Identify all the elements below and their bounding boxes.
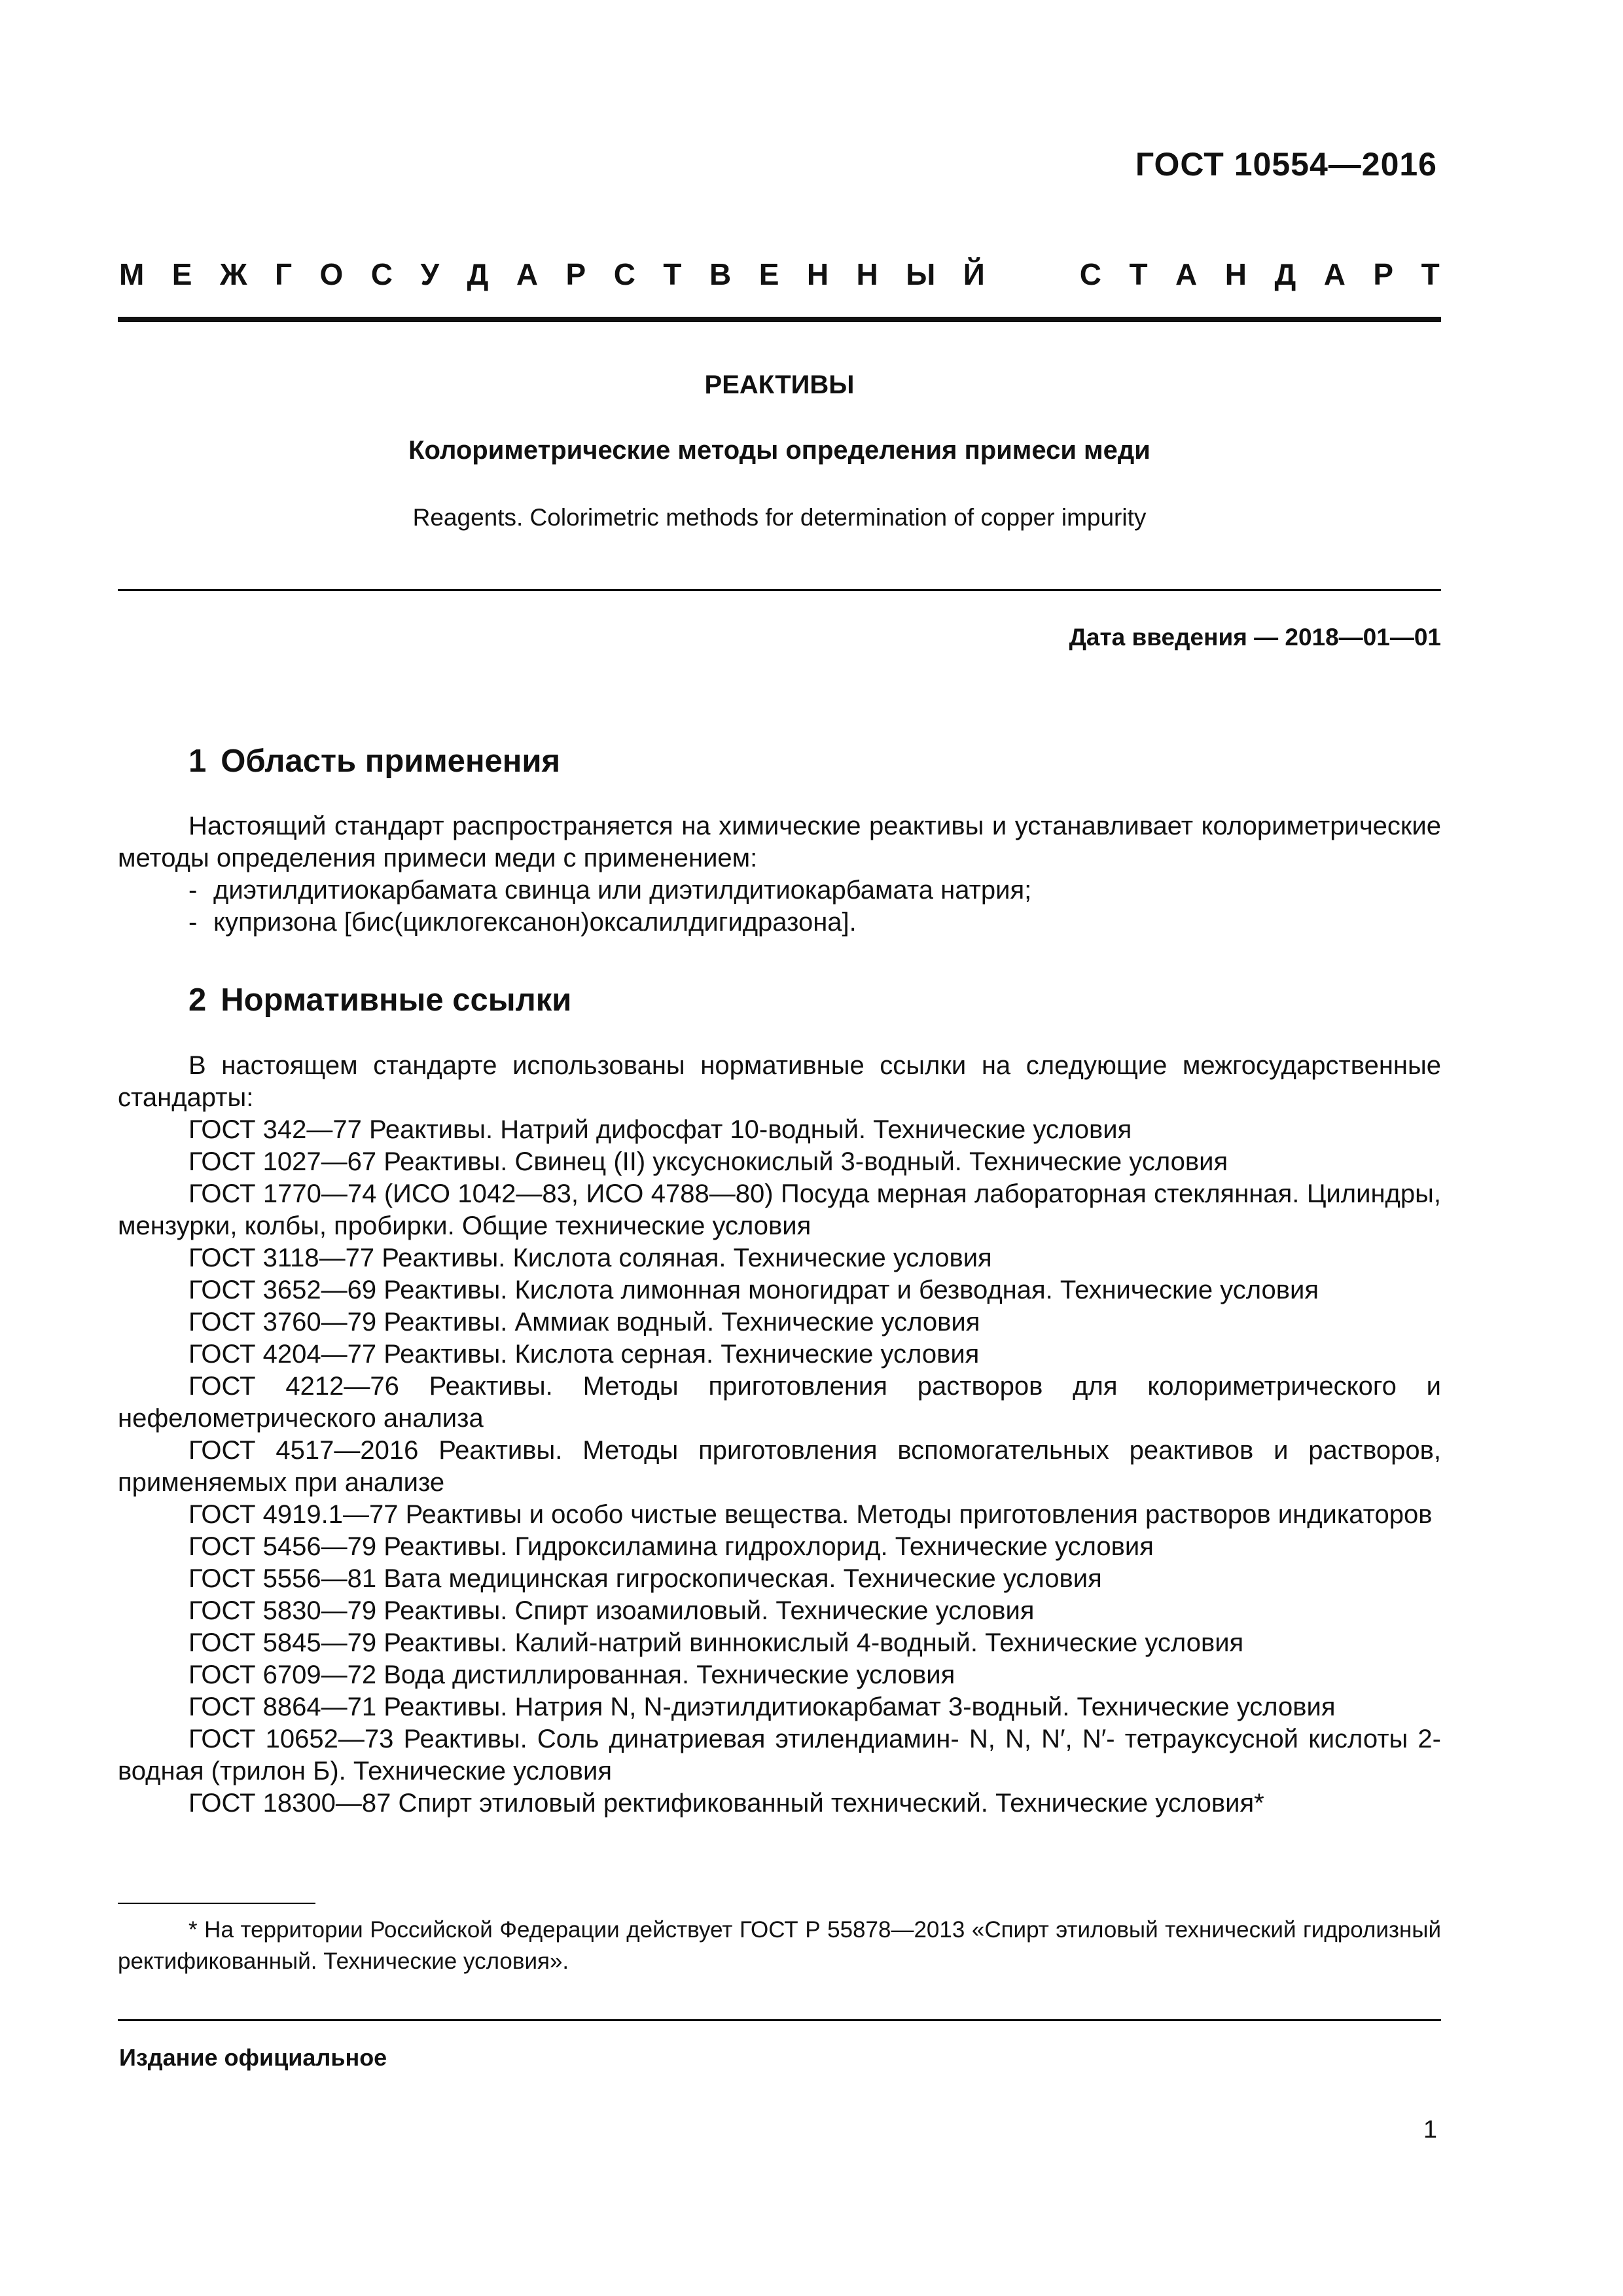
reference-item: ГОСТ 3118—77 Реактивы. Кислота соляная. Технические условия — [188, 1244, 992, 1272]
reference-item: ГОСТ 3760—79 Реактивы. Аммиак водный. Технические условия — [188, 1308, 980, 1336]
banner-letter: Е — [171, 257, 192, 291]
paragraph: Настоящий стандарт распространяется на химические реактивы и устанавливает колориметрические методы определения примеси меди с применением: — [118, 812, 1441, 872]
document-title: РЕАКТИВЫ — [704, 370, 855, 399]
title-rule — [118, 589, 1441, 591]
list-item: - купризона [бис(циклогексанон)оксалилдигидразона]. — [188, 908, 857, 937]
section-number: 2 — [188, 982, 207, 1018]
banner-letter: Д — [467, 257, 489, 291]
section-title: Нормативные ссылки — [221, 982, 572, 1018]
banner-letter: Р — [1373, 257, 1394, 291]
reference-item: ГОСТ 4919.1—77 Реактивы и особо чистые вещества. Методы приготовления растворов индикаторов — [188, 1500, 1433, 1529]
reference-item: ГОСТ 5830—79 Реактивы. Спирт изоамиловый. Технические условия — [188, 1596, 1035, 1625]
banner-letter: Й — [963, 257, 985, 291]
banner-letter: Р — [565, 257, 586, 291]
header-rule — [118, 317, 1441, 322]
reference-item: ГОСТ 4204—77 Реактивы. Кислота серная. Технические условия — [188, 1340, 980, 1369]
intro-date: Дата введения — 2018—01—01 — [1069, 624, 1441, 651]
banner-letter: А — [516, 257, 539, 291]
reference-item: ГОСТ 10652—73 Реактивы. Соль динатриевая этилендиамин- N, N, N′, N′- тетрауксусной кислоты 2-водная (трилон Б). Технические условия — [118, 1725, 1441, 1785]
reference-item: ГОСТ 6709—72 Вода дистиллированная. Технические условия — [188, 1660, 955, 1689]
reference-item: ГОСТ 342—77 Реактивы. Натрий дифосфат 10-водный. Технические условия — [188, 1115, 1132, 1144]
banner-letter: Т — [663, 257, 682, 291]
reference-item: ГОСТ 3652—69 Реактивы. Кислота лимонная моногидрат и безводная. Технические условия — [188, 1276, 1319, 1304]
section-body-references — [118, 1050, 1441, 1820]
banner-letter: А — [1323, 257, 1346, 291]
banner-letter: Н — [1224, 257, 1247, 291]
banner-letter: Н — [806, 257, 829, 291]
banner-letter: В — [709, 257, 732, 291]
banner-letter: Т — [1129, 257, 1148, 291]
footer-rule — [118, 2019, 1441, 2021]
banner-letter: Д — [1274, 257, 1296, 291]
reference-item: ГОСТ 5556—81 Вата медицинская гигроскопическая. Технические условия — [188, 1564, 1102, 1593]
banner-letter: М — [119, 257, 145, 291]
banner-gap — [1012, 257, 1052, 292]
banner-letter: А — [1175, 257, 1198, 291]
list-item: - диэтилдитиокарбамата свинца или диэтилдитиокарбамата натрия; — [188, 876, 1032, 905]
reference-item: ГОСТ 5456—79 Реактивы. Гидроксиламина гидрохлорид. Технические условия — [188, 1532, 1154, 1561]
banner-letter: Н — [856, 257, 878, 291]
reference-item: ГОСТ 1770—74 (ИСО 1042—83, ИСО 4788—80) Посуда мерная лабораторная стеклянная. Цилиндры, мензурки, колбы, пробирки. Общие технические условия — [118, 1179, 1441, 1240]
reference-item: ГОСТ 1027—67 Реактивы. Свинец (II) уксуснокислый 3-водный. Технические условия — [188, 1147, 1228, 1176]
banner-letter: У — [420, 257, 440, 291]
reference-item: ГОСТ 18300—87 Спирт этиловый ректификованный технический. Технические условия* — [188, 1789, 1264, 1818]
banner-letter: Е — [758, 257, 779, 291]
english-title: Reagents. Colorimetric methods for determination of copper impurity — [412, 504, 1147, 531]
section-body-scope — [118, 810, 1441, 939]
reference-item: ГОСТ 4517—2016 Реактивы. Методы приготовления вспомогательных реактивов и растворов, применяемых при анализе — [118, 1436, 1441, 1497]
page-number: 1 — [1423, 2116, 1437, 2144]
section-heading-scope — [188, 743, 560, 780]
section-number: 1 — [188, 744, 207, 779]
banner-letter: С — [613, 257, 635, 291]
banner-letter: С — [370, 257, 393, 291]
footnote: * На территории Российской Федерации действует ГОСТ Р 55878—2013 «Спирт этиловый технический гидролизный ректификованный. Технические условия». — [118, 1917, 1441, 1974]
banner-letter: Т — [1421, 257, 1440, 291]
reference-item: ГОСТ 5845—79 Реактивы. Калий-натрий виннокислый 4-водный. Технические условия — [188, 1628, 1244, 1657]
document-subtitle: Колориметрические методы определения примеси меди — [408, 436, 1150, 465]
banner-letter: О — [319, 257, 344, 291]
reference-item: ГОСТ 8864—71 Реактивы. Натрия N, N-диэтилдитиокарбамат 3-водный. Технические условия — [188, 1693, 1336, 1721]
paragraph: В настоящем стандарте использованы нормативные ссылки на следующие межгосударственные стандарты: — [118, 1051, 1441, 1112]
section-title: Область применения — [221, 744, 561, 779]
banner-letter: Г — [275, 257, 293, 291]
standard-code: ГОСТ 10554—2016 — [1135, 146, 1437, 183]
banner-letter: С — [1079, 257, 1101, 291]
section-heading-references — [188, 982, 571, 1018]
banner-letter: Ы — [906, 257, 936, 291]
official-edition-label: Издание официальное — [119, 2044, 387, 2071]
banner-letter: Ж — [219, 257, 247, 291]
standard-kind-banner — [119, 257, 1440, 292]
reference-item: ГОСТ 4212—76 Реактивы. Методы приготовления растворов для колориметрического и нефелометрического анализа — [118, 1372, 1441, 1433]
footnote-separator — [118, 1903, 315, 1904]
